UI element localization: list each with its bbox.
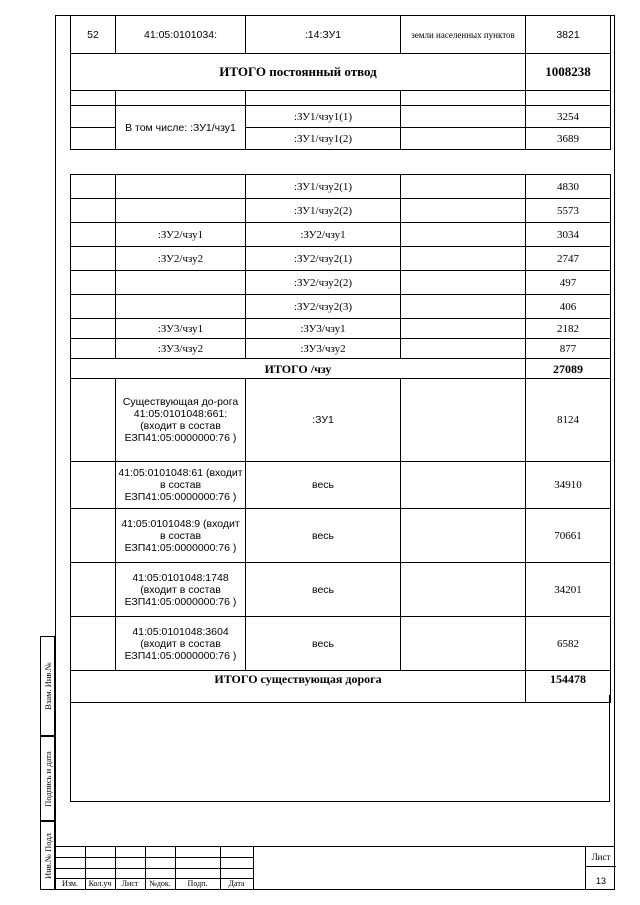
part-cell: :ЗУ1/чзу2(2)	[246, 199, 401, 223]
area-cell: 34910	[526, 462, 611, 509]
area-cell: 8124	[526, 379, 611, 462]
table-row	[71, 271, 611, 295]
area-cell: 4830	[526, 175, 611, 199]
total-chzu-value: 27089	[526, 359, 611, 379]
table-row	[71, 339, 611, 359]
area-cell: 3034	[526, 223, 611, 247]
sheet-label: Лист	[591, 852, 611, 862]
land-table	[70, 15, 611, 703]
area-cell: 6582	[526, 617, 611, 671]
road-desc-cell: Существующая до-рога 41:05:0101048:661: (входит в состав ЕЗП41:05:0000000:76 )	[116, 379, 246, 462]
title-block	[55, 846, 615, 890]
part-cell: весь	[246, 509, 401, 563]
part-cell: :ЗУ2/чзу2(3)	[246, 295, 401, 319]
table-row	[71, 462, 611, 509]
table-row	[71, 223, 611, 247]
table-row	[71, 106, 611, 128]
part-cell: :14:ЗУ1	[246, 16, 401, 54]
part-cell: :ЗУ3/чзу2	[246, 339, 401, 359]
table-row	[71, 617, 611, 671]
table-row	[71, 295, 611, 319]
table-row	[71, 379, 611, 462]
spacer-row	[71, 91, 611, 106]
total-road-label: ИТОГО существующая дорога	[71, 671, 526, 703]
table-row	[71, 247, 611, 271]
group-cell: :ЗУ2/чзу2	[116, 247, 246, 271]
table-row	[71, 563, 611, 617]
total-permanent-label: ИТОГО постоянный отвод	[71, 54, 526, 91]
category-cell: земли населенных пунктов	[401, 16, 526, 54]
stamp-col-label: Подп.	[187, 879, 208, 888]
area-cell: 70661	[526, 509, 611, 563]
total-chzu-label: ИТОГО /чзу	[71, 359, 526, 379]
group-cell	[116, 295, 246, 319]
total-road-value: 154478	[526, 671, 611, 703]
area-cell: 3821	[526, 16, 611, 54]
group-cell	[116, 271, 246, 295]
part-cell: весь	[246, 462, 401, 509]
table-row	[71, 175, 611, 199]
area-cell: 3689	[526, 128, 611, 150]
sidebar-podpis: Подпись и дата	[40, 736, 55, 821]
area-cell: 497	[526, 271, 611, 295]
part-cell: :ЗУ2/чзу1	[246, 223, 401, 247]
stamp-col-label: №док.	[149, 879, 171, 888]
road-desc-cell: 41:05:0101048:1748 (входит в состав ЕЗП41:05:0000000:76 )	[116, 563, 246, 617]
part-cell: :ЗУ2/чзу2(2)	[246, 271, 401, 295]
area-cell: 5573	[526, 199, 611, 223]
area-cell: 406	[526, 295, 611, 319]
area-cell: 2182	[526, 319, 611, 339]
stamp-col-label: Дата	[228, 879, 245, 888]
incl-label: В том числе: :ЗУ1/чзу1	[116, 106, 246, 150]
part-cell: :ЗУ2/чзу2(1)	[246, 247, 401, 271]
part-cell: :ЗУ1/чзу1(1)	[246, 106, 401, 128]
road-desc-cell: 41:05:0101048:3604 (входит в состав ЕЗП41:05:0000000:76 )	[116, 617, 246, 671]
group-cell: :ЗУ2/чзу1	[116, 223, 246, 247]
sidebar-vzam: Взам. Инв.№	[40, 636, 55, 736]
group-cell: :ЗУ3/чзу1	[116, 319, 246, 339]
gap-row	[71, 150, 611, 175]
area-cell: 877	[526, 339, 611, 359]
table-row	[71, 319, 611, 339]
table-row	[71, 199, 611, 223]
table-row	[71, 509, 611, 563]
stamp-col-label: Кол.уч	[88, 879, 112, 888]
part-cell: :ЗУ1	[246, 379, 401, 462]
area-cell: 34201	[526, 563, 611, 617]
part-cell: весь	[246, 563, 401, 617]
sheet-number: 13	[595, 876, 606, 886]
part-cell: :ЗУ1/чзу2(1)	[246, 175, 401, 199]
stamp-col-label: Изм.	[62, 879, 78, 888]
sidebar-inv: Инв.№ Подл	[40, 821, 55, 890]
part-cell: :ЗУ3/чзу1	[246, 319, 401, 339]
part-cell: весь	[246, 617, 401, 671]
total-row	[71, 359, 611, 379]
group-cell	[116, 199, 246, 223]
total-row	[71, 54, 611, 91]
row-number: 52	[71, 16, 116, 54]
cadastral-cell: 41:05:0101034:	[116, 16, 246, 54]
stamp-cells	[55, 846, 254, 890]
part-cell: :ЗУ1/чзу1(2)	[246, 128, 401, 150]
sheet-box	[585, 846, 616, 890]
road-desc-cell: 41:05:0101048:61 (входит в состав ЕЗП41:05:0000000:76 )	[116, 462, 246, 509]
table-row	[71, 16, 611, 54]
stamp-col-label: Лист	[121, 879, 139, 888]
area-cell: 2747	[526, 247, 611, 271]
total-permanent-value: 1008238	[526, 54, 611, 91]
road-desc-cell: 41:05:0101048:9 (входит в состав ЕЗП41:05:0000000:76 )	[116, 509, 246, 563]
area-cell: 3254	[526, 106, 611, 128]
empty-area	[70, 695, 610, 802]
group-cell	[116, 175, 246, 199]
group-cell: :ЗУ3/чзу2	[116, 339, 246, 359]
